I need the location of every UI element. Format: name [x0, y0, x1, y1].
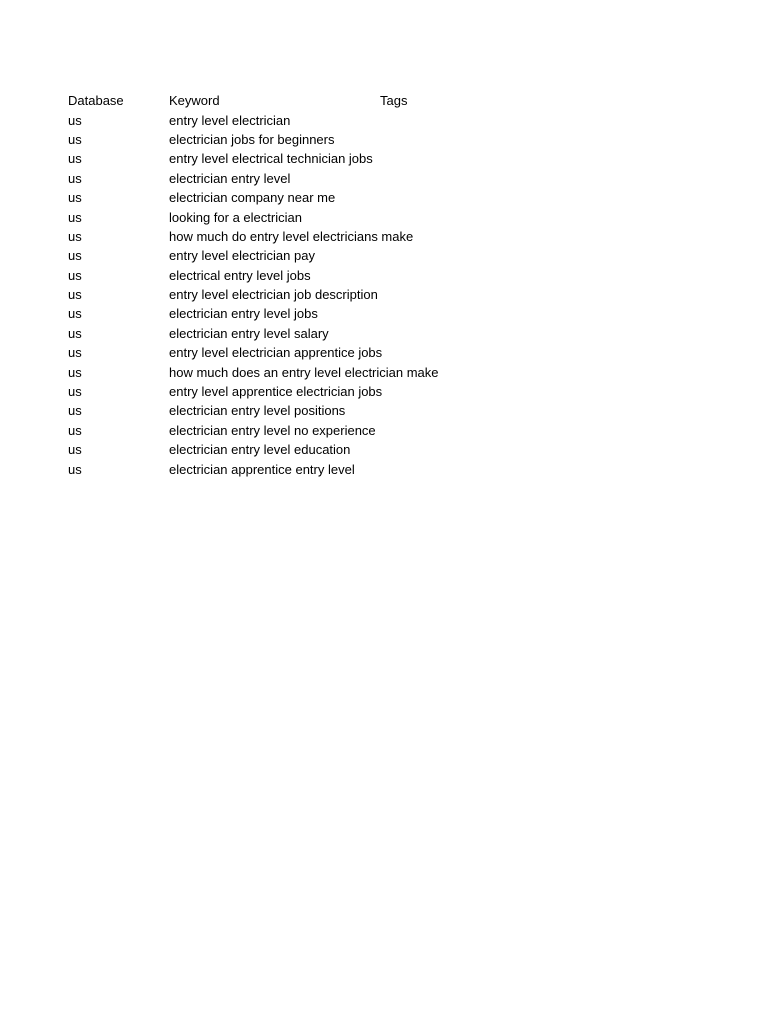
cell-database: us — [68, 131, 82, 147]
cell-database: us — [68, 345, 82, 361]
table-body — [68, 110, 708, 478]
table-row — [68, 304, 708, 323]
cell-keyword: entry level apprentice electrician jobs — [169, 384, 383, 400]
table-row — [68, 401, 708, 420]
table-row — [68, 362, 708, 381]
header-keyword: Keyword — [169, 93, 220, 109]
cell-database: us — [68, 384, 82, 400]
cell-database: us — [68, 209, 82, 225]
table-row — [68, 343, 708, 362]
table-row — [68, 421, 708, 440]
table-row — [68, 169, 708, 188]
cell-keyword: looking for a electrician — [169, 209, 302, 225]
cell-keyword: how much do entry level electricians make — [169, 228, 414, 244]
cell-keyword: electrician entry level salary — [169, 325, 329, 341]
table-row — [68, 149, 708, 168]
table-row — [68, 246, 708, 265]
cell-database: us — [68, 403, 82, 419]
cell-keyword: entry level electrician apprentice jobs — [169, 345, 383, 361]
table-header-row — [68, 91, 708, 110]
table-row — [68, 285, 708, 304]
table-row — [68, 130, 708, 149]
cell-keyword: electrician company near me — [169, 190, 336, 206]
table-row — [68, 382, 708, 401]
cell-keyword: electrician entry level jobs — [169, 306, 318, 322]
cell-database: us — [68, 170, 82, 186]
table-row — [68, 459, 708, 478]
cell-database: us — [68, 267, 82, 283]
cell-keyword: electrician entry level education — [169, 442, 351, 458]
cell-keyword: electrician entry level positions — [169, 403, 346, 419]
table-row — [68, 324, 708, 343]
keyword-table — [68, 91, 708, 479]
header-tags: Tags — [380, 93, 408, 109]
cell-database: us — [68, 364, 82, 380]
cell-keyword: electrician entry level — [169, 170, 291, 186]
cell-keyword: how much does an entry level electrician make — [169, 364, 439, 380]
table-row — [68, 207, 708, 226]
cell-database: us — [68, 442, 82, 458]
table-row — [68, 110, 708, 129]
cell-keyword: electrician jobs for beginners — [169, 131, 335, 147]
cell-database: us — [68, 190, 82, 206]
table-row — [68, 188, 708, 207]
cell-database: us — [68, 151, 82, 167]
cell-keyword: entry level electrician job description — [169, 287, 378, 303]
cell-keyword: electrical entry level jobs — [169, 267, 311, 283]
cell-database: us — [68, 306, 82, 322]
table-row — [68, 227, 708, 246]
cell-database: us — [68, 461, 82, 477]
cell-database: us — [68, 422, 82, 438]
table-row — [68, 266, 708, 285]
cell-database: us — [68, 248, 82, 264]
header-database: Database — [68, 93, 124, 109]
cell-database: us — [68, 325, 82, 341]
cell-keyword: electrician entry level no experience — [169, 422, 376, 438]
table-row — [68, 440, 708, 459]
cell-keyword: entry level electrical technician jobs — [169, 151, 373, 167]
cell-keyword: entry level electrician pay — [169, 248, 315, 264]
cell-keyword: electrician apprentice entry level — [169, 461, 355, 477]
cell-database: us — [68, 112, 82, 128]
cell-database: us — [68, 287, 82, 303]
cell-database: us — [68, 228, 82, 244]
cell-keyword: entry level electrician — [169, 112, 291, 128]
